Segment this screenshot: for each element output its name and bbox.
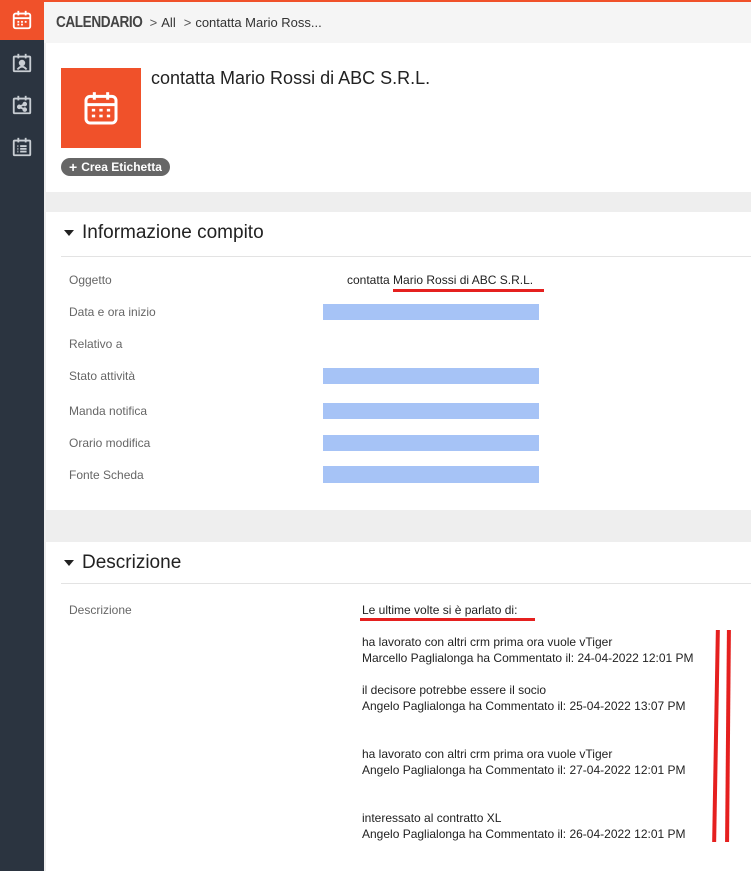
- divider: [61, 583, 751, 584]
- redacted-value: [323, 466, 539, 483]
- field-label-oggetto: Oggetto: [69, 273, 112, 287]
- field-label-manda-notifica: Manda notifica: [69, 404, 148, 418]
- comment-text: il decisore potrebbe essere il socio: [362, 683, 547, 697]
- description-heading: Le ultime volte si è parlato di:: [362, 603, 518, 617]
- annotation-underline: [393, 289, 544, 292]
- sidebar-item-calendar[interactable]: [0, 0, 44, 40]
- field-label-fonte-scheda: Fonte Scheda: [69, 468, 144, 482]
- description-block: [46, 542, 751, 871]
- comment-meta: Angelo Paglialonga ha Commentato il: 26-04-2022 12:01 PM: [362, 827, 686, 841]
- caret-down-icon: [64, 230, 74, 236]
- breadcrumb: [44, 0, 751, 43]
- sidebar-item-shared-calendar[interactable]: [0, 85, 44, 125]
- sidebar-item-task-list[interactable]: [0, 127, 44, 167]
- left-sidebar: [0, 0, 44, 871]
- add-tag-label: Crea Etichetta: [81, 160, 162, 174]
- field-label-stato-attivita: Stato attività: [69, 369, 136, 383]
- annotation-vertical-line: [712, 630, 720, 842]
- divider: [61, 256, 751, 257]
- record-header: [46, 43, 751, 192]
- calendar-icon: [11, 9, 33, 31]
- comment-meta: Marcello Paglialonga ha Commentato il: 24-04-2022 12:01 PM: [362, 651, 694, 665]
- comment-meta: Angelo Paglialonga ha Commentato il: 25-04-2022 13:07 PM: [362, 699, 686, 713]
- chevron-right-icon: >: [149, 15, 158, 30]
- shared-calendar-icon: [11, 94, 33, 116]
- chevron-right-icon: >: [183, 15, 192, 30]
- field-label-data-ora-inizio: Data e ora inizio: [69, 305, 156, 319]
- task-list-icon: [11, 136, 33, 158]
- breadcrumb-current: contatta Mario Ross...: [195, 15, 322, 30]
- record-title: contatta Mario Rossi di ABC S.R.L.: [151, 68, 431, 88]
- breadcrumb-module[interactable]: CALENDARIO: [56, 13, 143, 31]
- description-block-title: Descrizione: [82, 552, 182, 573]
- field-label-orario-modifica: Orario modifica: [69, 436, 151, 450]
- record-calendar-icon: [61, 68, 141, 148]
- comment-text: ha lavorato con altri crm prima ora vuole vTiger: [362, 635, 613, 649]
- contact-calendar-icon: [11, 52, 33, 74]
- annotation-underline: [360, 618, 535, 621]
- annotation-vertical-line: [725, 630, 731, 842]
- caret-down-icon: [64, 560, 74, 566]
- info-block-header[interactable]: [64, 222, 264, 244]
- redacted-value: [323, 403, 539, 419]
- breadcrumb-all[interactable]: All: [161, 15, 176, 30]
- comment-meta: Angelo Paglialonga ha Commentato il: 27-04-2022 12:01 PM: [362, 763, 686, 777]
- sidebar-item-contacts-calendar[interactable]: [0, 43, 44, 83]
- description-block-header[interactable]: [64, 552, 181, 574]
- redacted-value: [323, 368, 539, 384]
- field-label-descrizione: Descrizione: [69, 603, 132, 617]
- add-tag-button[interactable]: [61, 158, 170, 176]
- redacted-value: [323, 435, 539, 451]
- comment-text: interessato al contratto XL: [362, 811, 502, 825]
- info-block-title: Informazione compito: [82, 222, 264, 243]
- plus-icon: +: [69, 159, 78, 175]
- comment-text: ha lavorato con altri crm prima ora vuole vTiger: [362, 747, 613, 761]
- field-label-relativo-a: Relativo a: [69, 337, 123, 351]
- info-block: [46, 212, 751, 510]
- field-value-oggetto: contatta Mario Rossi di ABC S.R.L.: [347, 273, 534, 287]
- redacted-value: [323, 304, 539, 320]
